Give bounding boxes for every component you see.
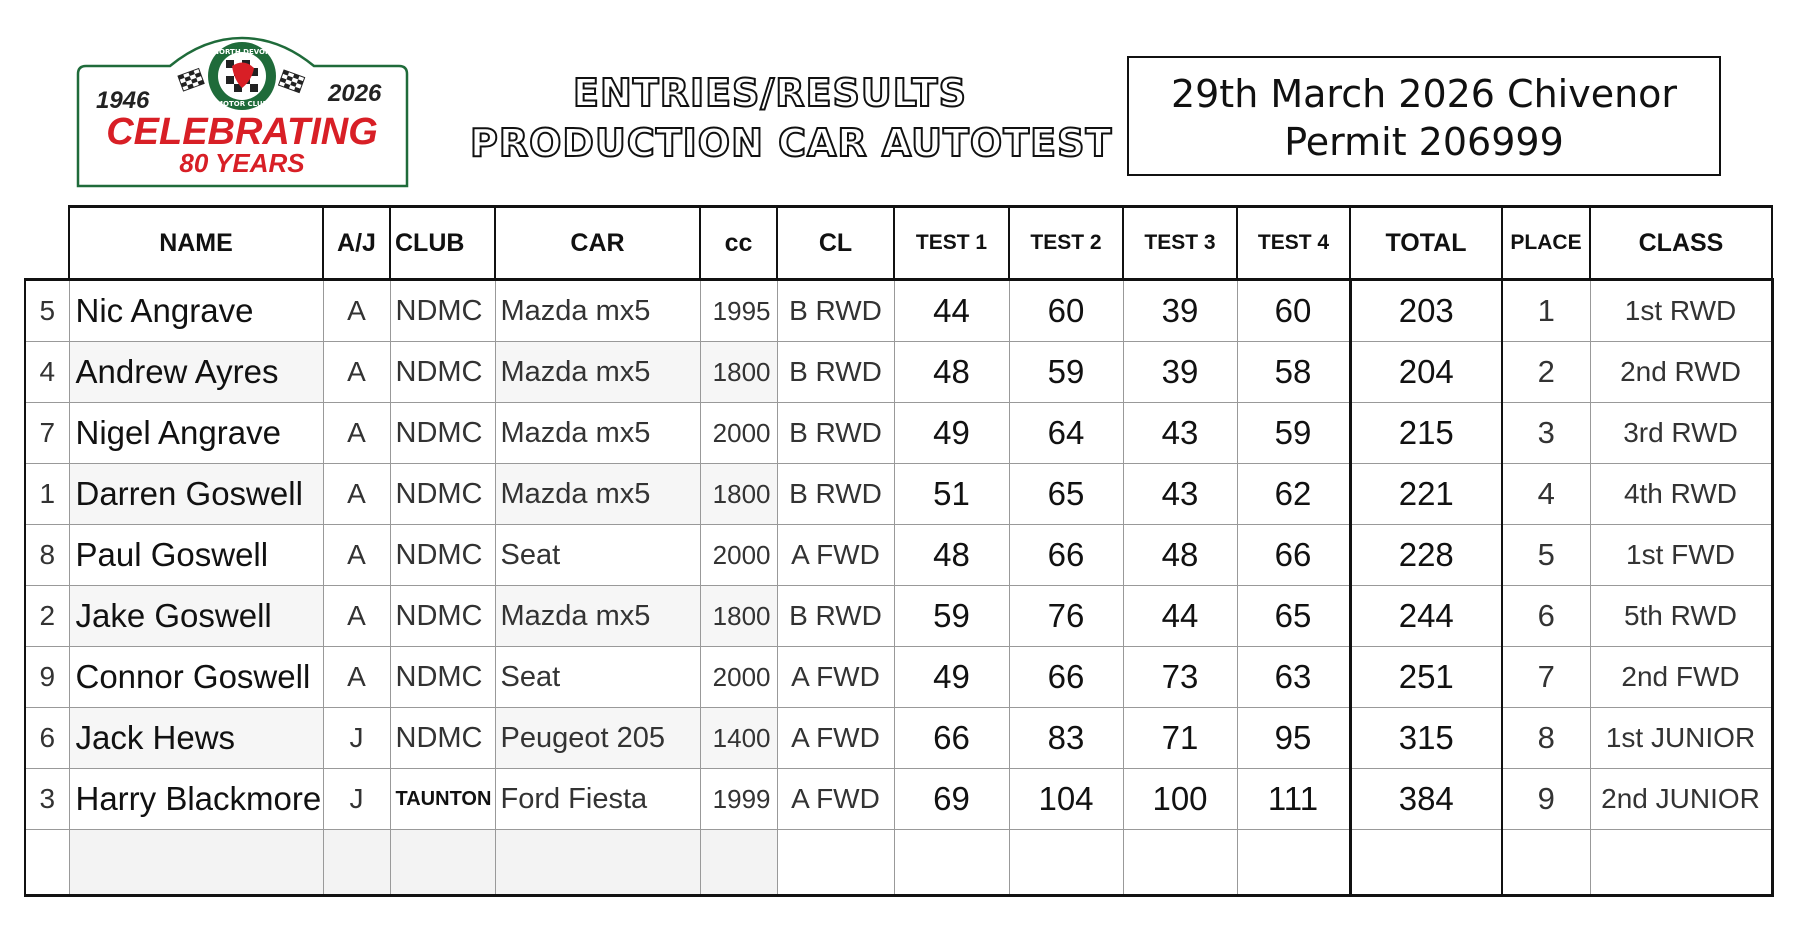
- car-model: Seat: [495, 525, 700, 586]
- car-model: Mazda mx5: [495, 586, 700, 647]
- test1-score: 51: [894, 464, 1009, 525]
- header-club: CLUB: [390, 207, 495, 280]
- car-class-code: A FWD: [777, 647, 894, 708]
- empty-cell: [390, 830, 495, 896]
- place: 2: [1502, 342, 1590, 403]
- test4-score: 62: [1237, 464, 1350, 525]
- test2-score: 65: [1009, 464, 1123, 525]
- aj-status: A: [323, 647, 390, 708]
- empty-cell: [894, 830, 1009, 896]
- empty-cell: [1123, 830, 1237, 896]
- empty-cell: [323, 830, 390, 896]
- empty-cell: [1502, 830, 1590, 896]
- car-class-code: B RWD: [777, 586, 894, 647]
- entry-number: 5: [25, 280, 69, 342]
- table-row: [25, 342, 1772, 403]
- test3-score: 43: [1123, 464, 1237, 525]
- test2-score: 60: [1009, 280, 1123, 342]
- empty-cell: [1590, 830, 1772, 896]
- entry-number: 2: [25, 586, 69, 647]
- event-info-box: [1127, 56, 1721, 176]
- total-score: 203: [1350, 280, 1502, 342]
- aj-status: J: [323, 708, 390, 769]
- table-row: [25, 769, 1772, 830]
- place: 4: [1502, 464, 1590, 525]
- car-class-code: B RWD: [777, 403, 894, 464]
- total-score: 315: [1350, 708, 1502, 769]
- header-test3: TEST 3: [1123, 207, 1237, 280]
- empty-cell: [1009, 830, 1123, 896]
- header-place: PLACE: [1502, 207, 1590, 280]
- entry-number: 7: [25, 403, 69, 464]
- aj-status: J: [323, 769, 390, 830]
- test2-score: 66: [1009, 525, 1123, 586]
- table-row: [25, 586, 1772, 647]
- competitor-name: Jack Hews: [69, 708, 323, 769]
- place: 8: [1502, 708, 1590, 769]
- place: 1: [1502, 280, 1590, 342]
- competitor-name: Andrew Ayres: [69, 342, 323, 403]
- test3-score: 39: [1123, 342, 1237, 403]
- empty-cell: [777, 830, 894, 896]
- table-row: [25, 464, 1772, 525]
- club-name: NDMC: [390, 647, 495, 708]
- car-model: Mazda mx5: [495, 464, 700, 525]
- table-row: [25, 708, 1772, 769]
- test3-score: 44: [1123, 586, 1237, 647]
- aj-status: A: [323, 403, 390, 464]
- header-test1: TEST 1: [894, 207, 1009, 280]
- total-score: 228: [1350, 525, 1502, 586]
- test3-score: 73: [1123, 647, 1237, 708]
- place: 3: [1502, 403, 1590, 464]
- club-name: NDMC: [390, 525, 495, 586]
- header-cl: CL: [777, 207, 894, 280]
- table-row: [25, 525, 1772, 586]
- club-name: NDMC: [390, 280, 495, 342]
- class-result: 2nd JUNIOR: [1590, 769, 1772, 830]
- empty-cell: [495, 830, 700, 896]
- header-cc: cc: [700, 207, 777, 280]
- test4-score: 58: [1237, 342, 1350, 403]
- badge-text-top: NORTH DEVON: [213, 48, 271, 56]
- test1-score: 48: [894, 342, 1009, 403]
- table-row: [25, 280, 1772, 342]
- club-name: NDMC: [390, 708, 495, 769]
- header-car: CAR: [495, 207, 700, 280]
- empty-cell: [1237, 830, 1350, 896]
- test4-score: 59: [1237, 403, 1350, 464]
- empty-cell: [69, 830, 323, 896]
- test3-score: 43: [1123, 403, 1237, 464]
- logo-line1: CELEBRATING: [106, 111, 378, 153]
- car-class-code: B RWD: [777, 342, 894, 403]
- club-logo: [74, 36, 411, 190]
- car-class-code: B RWD: [777, 280, 894, 342]
- car-model: Seat: [495, 647, 700, 708]
- car-class-code: B RWD: [777, 464, 894, 525]
- badge-text-bottom: MOTOR CLUB: [216, 100, 268, 108]
- header-test4: TEST 4: [1237, 207, 1350, 280]
- class-result: 4th RWD: [1590, 464, 1772, 525]
- test2-score: 76: [1009, 586, 1123, 647]
- car-model: Mazda mx5: [495, 280, 700, 342]
- class-result: 5th RWD: [1590, 586, 1772, 647]
- club-name: NDMC: [390, 403, 495, 464]
- engine-cc: 1400: [700, 708, 777, 769]
- entry-number: 3: [25, 769, 69, 830]
- class-result: 1st JUNIOR: [1590, 708, 1772, 769]
- entry-number: 8: [25, 525, 69, 586]
- table-row: [25, 403, 1772, 464]
- test1-score: 49: [894, 403, 1009, 464]
- event-permit: Permit 206999: [1284, 120, 1564, 164]
- test4-score: 60: [1237, 280, 1350, 342]
- competitor-name: Jake Goswell: [69, 586, 323, 647]
- test4-score: 65: [1237, 586, 1350, 647]
- header-class: CLASS: [1590, 207, 1772, 280]
- entry-number: 9: [25, 647, 69, 708]
- total-score: 244: [1350, 586, 1502, 647]
- engine-cc: 1800: [700, 464, 777, 525]
- aj-status: A: [323, 280, 390, 342]
- total-score: 251: [1350, 647, 1502, 708]
- test1-score: 59: [894, 586, 1009, 647]
- place: 7: [1502, 647, 1590, 708]
- aj-status: A: [323, 525, 390, 586]
- test4-score: 111: [1237, 769, 1350, 830]
- engine-cc: 1995: [700, 280, 777, 342]
- club-name: NDMC: [390, 464, 495, 525]
- competitor-name: Connor Goswell: [69, 647, 323, 708]
- car-model: Peugeot 205: [495, 708, 700, 769]
- total-score: 215: [1350, 403, 1502, 464]
- car-model: Mazda mx5: [495, 342, 700, 403]
- car-class-code: A FWD: [777, 525, 894, 586]
- test1-score: 49: [894, 647, 1009, 708]
- class-result: 2nd RWD: [1590, 342, 1772, 403]
- test4-score: 95: [1237, 708, 1350, 769]
- place: 5: [1502, 525, 1590, 586]
- club-name: TAUNTON: [390, 769, 495, 830]
- class-result: 1st FWD: [1590, 525, 1772, 586]
- place: 9: [1502, 769, 1590, 830]
- engine-cc: 1800: [700, 586, 777, 647]
- total-score: 221: [1350, 464, 1502, 525]
- entry-number: 4: [25, 342, 69, 403]
- car-class-code: A FWD: [777, 769, 894, 830]
- club-name: NDMC: [390, 342, 495, 403]
- test3-score: 48: [1123, 525, 1237, 586]
- test2-score: 66: [1009, 647, 1123, 708]
- test2-score: 104: [1009, 769, 1123, 830]
- logo-year-end: 2026: [328, 80, 382, 107]
- club-name: NDMC: [390, 586, 495, 647]
- header-aj: A/J: [323, 207, 390, 280]
- car-model: Ford Fiesta: [495, 769, 700, 830]
- test2-score: 83: [1009, 708, 1123, 769]
- competitor-name: Nigel Angrave: [69, 403, 323, 464]
- event-date-venue: 29th March 2026 Chivenor: [1170, 72, 1678, 116]
- header-name: NAME: [69, 207, 323, 280]
- car-class-code: A FWD: [777, 708, 894, 769]
- results-table: [24, 205, 1774, 897]
- test2-score: 64: [1009, 403, 1123, 464]
- empty-cell: [1350, 830, 1502, 896]
- entry-number: 1: [25, 464, 69, 525]
- test2-score: 59: [1009, 342, 1123, 403]
- class-result: 1st RWD: [1590, 280, 1772, 342]
- test4-score: 63: [1237, 647, 1350, 708]
- competitor-name: Paul Goswell: [69, 525, 323, 586]
- competitor-name: Harry Blackmore: [69, 769, 323, 830]
- header-no: [25, 207, 69, 280]
- engine-cc: 2000: [700, 403, 777, 464]
- competitor-name: Darren Goswell: [69, 464, 323, 525]
- entry-number: 6: [25, 708, 69, 769]
- test3-score: 71: [1123, 708, 1237, 769]
- logo-year-start: 1946: [96, 87, 150, 114]
- logo-line2: 80 YEARS: [179, 148, 305, 178]
- total-score: 204: [1350, 342, 1502, 403]
- engine-cc: 1999: [700, 769, 777, 830]
- place: 6: [1502, 586, 1590, 647]
- empty-cell: [25, 830, 69, 896]
- aj-status: A: [323, 342, 390, 403]
- test1-score: 69: [894, 769, 1009, 830]
- aj-status: A: [323, 464, 390, 525]
- car-model: Mazda mx5: [495, 403, 700, 464]
- header-total: TOTAL: [1350, 207, 1502, 280]
- test1-score: 66: [894, 708, 1009, 769]
- engine-cc: 2000: [700, 525, 777, 586]
- title-line1: ENTRIES/RESULTS: [573, 71, 967, 115]
- test3-score: 39: [1123, 280, 1237, 342]
- test3-score: 100: [1123, 769, 1237, 830]
- total-score: 384: [1350, 769, 1502, 830]
- competitor-name: Nic Angrave: [69, 280, 323, 342]
- class-result: 2nd FWD: [1590, 647, 1772, 708]
- header-test2: TEST 2: [1009, 207, 1123, 280]
- page-title: [470, 68, 1113, 168]
- engine-cc: 1800: [700, 342, 777, 403]
- engine-cc: 2000: [700, 647, 777, 708]
- test4-score: 66: [1237, 525, 1350, 586]
- empty-row: [25, 830, 1772, 896]
- empty-cell: [700, 830, 777, 896]
- class-result: 3rd RWD: [1590, 403, 1772, 464]
- test1-score: 48: [894, 525, 1009, 586]
- header-row: [25, 207, 1772, 280]
- test1-score: 44: [894, 280, 1009, 342]
- title-line2: PRODUCTION CAR AUTOTEST: [470, 121, 1113, 165]
- aj-status: A: [323, 586, 390, 647]
- table-row: [25, 647, 1772, 708]
